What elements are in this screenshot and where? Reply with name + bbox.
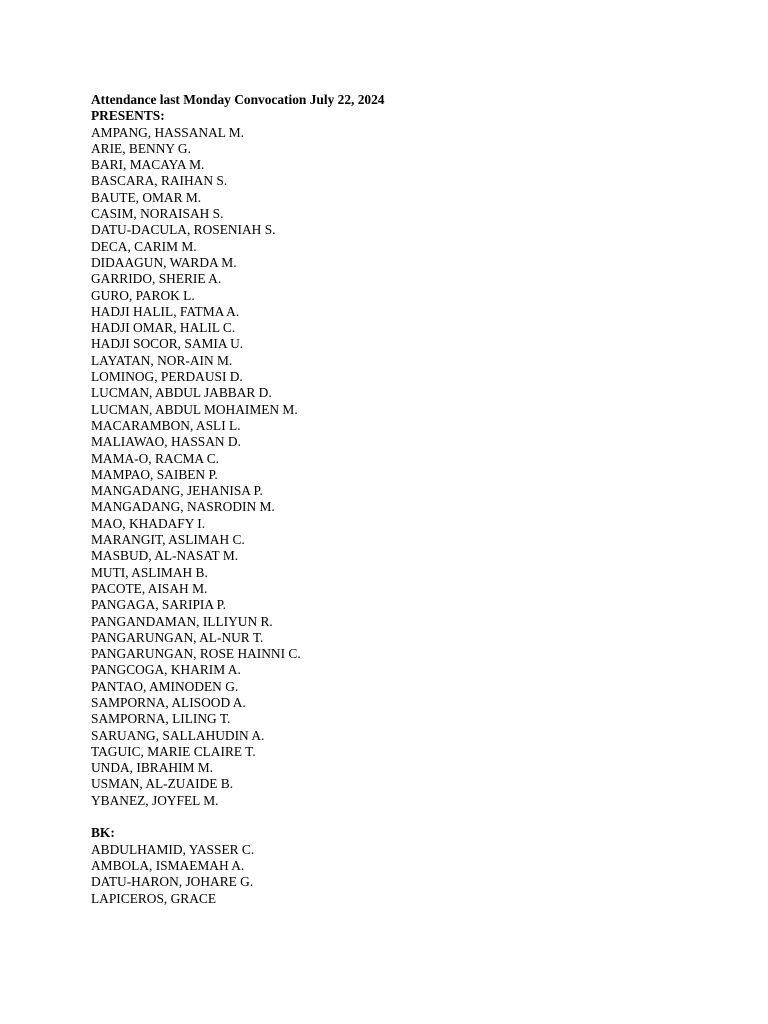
attendee-name: UNDA, IBRAHIM M. [91,760,214,776]
attendee-name: LOMINOG, PERDAUSI D. [91,369,243,385]
document-title: Attendance last Monday Convocation July 22, 2024 [91,92,385,107]
attendee-name: MASBUD, AL-NASAT M. [91,548,239,564]
attendee-name: PANGARUNGAN, ROSE HAINNI C. [91,646,301,662]
attendee-name: AMPANG, HASSANAL M. [91,124,245,140]
attendee-name: PANTAO, AMINODEN G. [91,678,239,694]
presents-list [91,125,385,809]
attendee-name: MALIAWAO, HASSAN D. [91,434,241,450]
bk-name: LAPICEROS, GRACE [91,890,216,906]
attendee-name: PACOTE, AISAH M. [91,580,208,596]
attendee-name: GARRIDO, SHERIE A. [91,271,222,287]
attendee-name: HADJI SOCOR, SAMIA U. [91,336,244,352]
bk-list [91,842,385,907]
attendee-name: BARI, MACAYA M. [91,157,205,173]
attendee-name: GURO, PAROK L. [91,287,195,303]
attendee-name: HADJI OMAR, HALIL C. [91,320,236,336]
attendee-name: DIDAAGUN, WARDA M. [91,254,237,270]
attendee-name: MARANGIT, ASLIMAH C. [91,532,245,548]
attendee-name: BASCARA, RAIHAN S. [91,173,228,189]
attendee-name: TAGUIC, MARIE CLAIRE T. [91,743,256,759]
attendee-name: PANGANDAMAN, ILLIYUN R. [91,613,273,629]
attendee-name: PANGAGA, SARIPIA P. [91,597,226,613]
attendee-name: DECA, CARIM M. [91,238,197,254]
attendee-name: PANGARUNGAN, AL-NUR T. [91,629,264,645]
attendee-name: MUTI, ASLIMAH B. [91,564,208,580]
attendee-name: SAMPORNA, LILING T. [91,711,231,727]
attendee-name: ARIE, BENNY G. [91,140,191,156]
attendee-name: MAO, KHADAFY I. [91,515,206,531]
bk-heading: BK: [91,825,115,841]
attendee-name: MACARAMBON, ASLI L. [91,417,241,433]
attendee-name: SARUANG, SALLAHUDIN A. [91,727,265,743]
section-spacer [91,809,385,825]
attendee-name: LAYATAN, NOR-AIN M. [91,352,233,368]
attendee-name: MANGADANG, NASRODIN M. [91,499,275,515]
bk-name: ABDULHAMID, YASSER C. [91,841,255,857]
attendee-name: MAMA-O, RACMA C. [91,450,219,466]
bk-name: AMBOLA, ISMAEMAH A. [91,857,245,873]
attendee-name: MANGADANG, JEHANISA P. [91,483,263,499]
attendee-name: SAMPORNA, ALISOOD A. [91,694,246,710]
attendee-name: BAUTE, OMAR M. [91,189,202,205]
attendee-name: YBANEZ, JOYFEL M. [91,792,219,808]
document-page [91,92,385,907]
attendee-name: LUCMAN, ABDUL JABBAR D. [91,385,272,401]
bk-name: DATU-HARON, JOHARE G. [91,874,254,890]
attendee-name: PANGCOGA, KHARIM A. [91,662,241,678]
attendee-name: LUCMAN, ABDUL MOHAIMEN M. [91,401,298,417]
attendee-name: USMAN, AL-ZUAIDE B. [91,776,234,792]
attendee-name: HADJI HALIL, FATMA A. [91,303,240,319]
attendee-name: DATU-DACULA, ROSENIAH S. [91,222,276,238]
presents-heading: PRESENTS: [91,108,165,124]
attendee-name: MAMPAO, SAIBEN P. [91,466,218,482]
attendee-name: CASIM, NORAISAH S. [91,206,224,222]
